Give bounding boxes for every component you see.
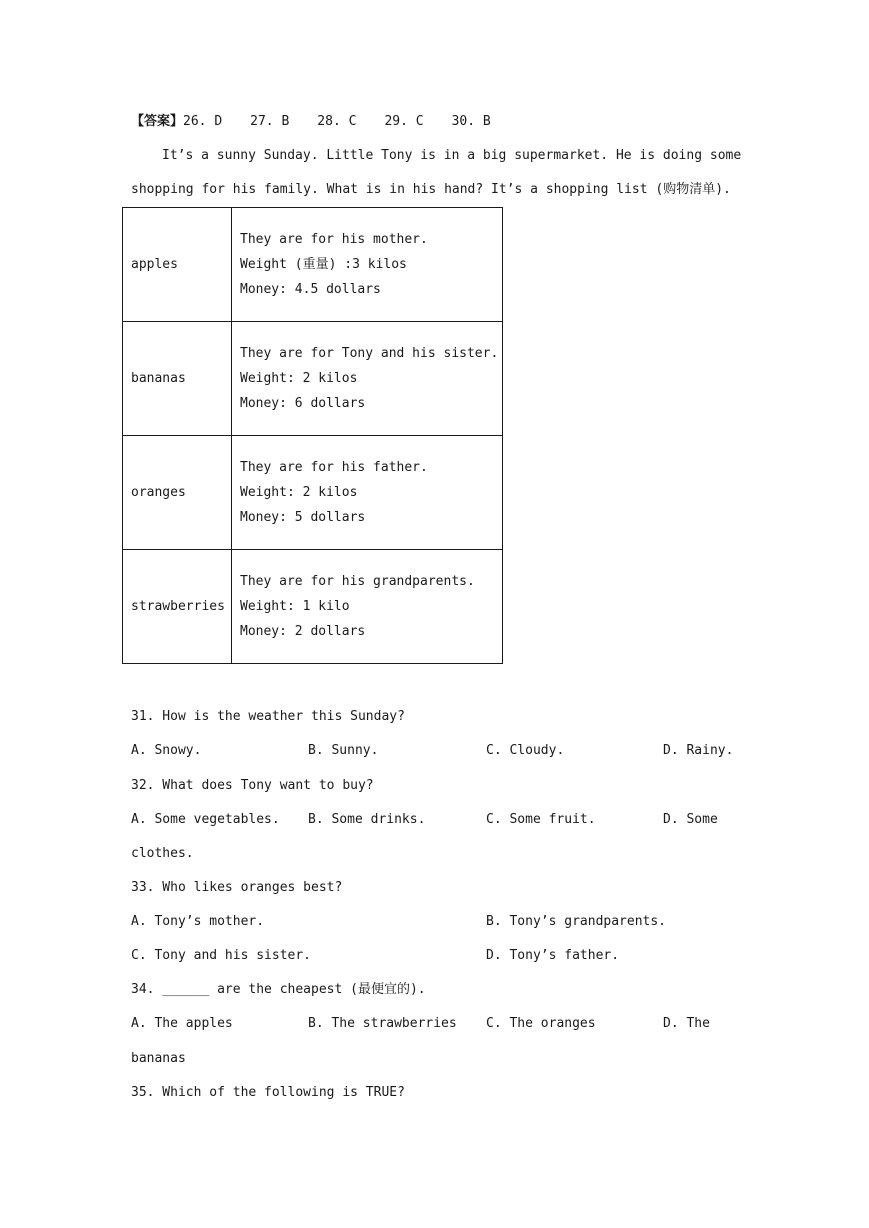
option-34-d-continuation: bananas (131, 1051, 186, 1066)
item-name: oranges (123, 436, 232, 550)
detail-money: Money: 4.5 dollars (240, 281, 381, 297)
option-34-c: C. The oranges (486, 1016, 596, 1031)
detail-for: They are for his father. (240, 459, 428, 475)
detail-for: They are for Tony and his sister. (240, 345, 499, 361)
question-31: 31. How is the weather this Sunday? (131, 709, 405, 724)
option-33-c: C. Tony and his sister. (131, 948, 312, 963)
detail-money: Money: 5 dollars (240, 509, 366, 525)
option-32-a: A. Some vegetables. (131, 812, 280, 827)
item-name: apples (123, 208, 232, 322)
question-32: 32. What does Tony want to buy? (131, 778, 374, 793)
table-row (123, 208, 503, 322)
item-details (232, 208, 503, 322)
question-34: 34. ______ are the cheapest (最便宜的). (131, 982, 426, 997)
option-34-d: D. The (663, 1016, 710, 1031)
table-row (123, 550, 503, 664)
option-32-d: D. Some (663, 812, 718, 827)
option-32-d-continuation: clothes. (131, 846, 194, 861)
answer-30: 30. B (451, 114, 491, 129)
detail-money: Money: 6 dollars (240, 395, 366, 411)
option-31-a: A. Snowy. (131, 743, 202, 758)
question-35: 35. Which of the following is TRUE? (131, 1085, 405, 1100)
option-31-c: C. Cloudy. (486, 743, 565, 758)
detail-weight: Weight: 2 kilos (240, 484, 358, 500)
passage-line-2: shopping for his family. What is in his hand? It’s a shopping list (购物清单). (131, 182, 731, 197)
detail-weight: Weight (重量) :3 kilos (240, 256, 407, 272)
question-33: 33. Who likes oranges best? (131, 880, 343, 895)
item-name: strawberries (123, 550, 232, 664)
table-row (123, 322, 503, 436)
item-details (232, 436, 503, 550)
passage-line-1: It’s a sunny Sunday. Little Tony is in a big supermarket. He is doing some (162, 148, 742, 163)
answer-27: 27. B (250, 114, 290, 129)
answer-prefix: 【答案】 (131, 114, 184, 129)
table-row (123, 436, 503, 550)
option-34-b: B. The strawberries (308, 1016, 457, 1031)
option-32-b: B. Some drinks. (308, 812, 426, 827)
option-33-a: A. Tony’s mother. (131, 914, 265, 929)
option-31-d: D. Rainy. (663, 743, 734, 758)
detail-weight: Weight: 2 kilos (240, 370, 358, 386)
detail-for: They are for his mother. (240, 231, 428, 247)
detail-money: Money: 2 dollars (240, 623, 366, 639)
item-details (232, 322, 503, 436)
option-33-d: D. Tony’s father. (486, 948, 620, 963)
item-name: bananas (123, 322, 232, 436)
option-33-b: B. Tony’s grandparents. (486, 914, 667, 929)
answer-26: 26. D (183, 114, 223, 129)
answer-28: 28. C (317, 114, 357, 129)
detail-for: They are for his grandparents. (240, 573, 475, 589)
answer-key (131, 114, 519, 130)
option-32-c: C. Some fruit. (486, 812, 596, 827)
shopping-list-table (122, 207, 503, 664)
option-34-a: A. The apples (131, 1016, 233, 1031)
option-31-b: B. Sunny. (308, 743, 379, 758)
answer-29: 29. C (384, 114, 424, 129)
detail-weight: Weight: 1 kilo (240, 598, 350, 614)
item-details (232, 550, 503, 664)
